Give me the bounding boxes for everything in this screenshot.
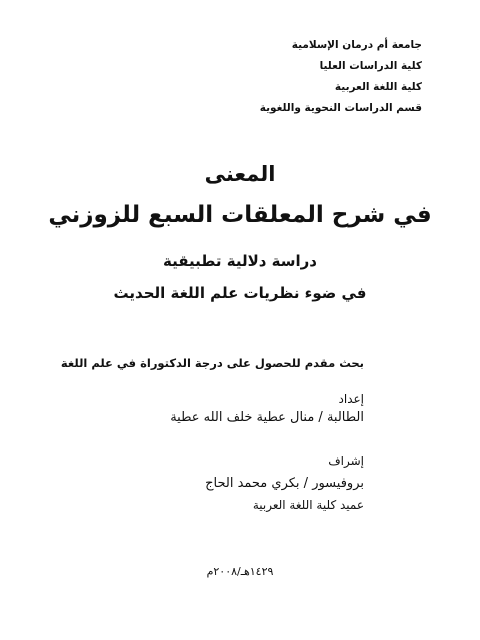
thesis-study-type: دراسة دلالية تطبيقية bbox=[163, 252, 317, 270]
thesis-context: في ضوء نظريات علم اللغة الحديث bbox=[113, 284, 367, 302]
institution-header bbox=[202, 40, 422, 124]
graduate-college-name: كلية الدراسات العليا bbox=[319, 60, 422, 72]
supervisor-role: عميد كلية اللغة العربية bbox=[252, 498, 364, 512]
prepared-by-label: إعداد bbox=[338, 392, 364, 406]
university-name: جامعة أم درمان الإسلامية bbox=[291, 39, 422, 51]
student-name: الطالبة / منال عطية خلف الله عطية bbox=[170, 410, 364, 425]
arabic-college-name: كلية اللغة العربية bbox=[334, 81, 422, 93]
thesis-title-main: المعنى bbox=[204, 162, 276, 186]
submission-purpose: بحث مقدم للحصول على درجة الدكتوراة في علم اللغة bbox=[60, 356, 364, 370]
department-name: قسم الدراسات النحوية واللغوية bbox=[259, 102, 422, 114]
submission-date: ١٤٢٩هـ/٢٠٠٨م bbox=[206, 565, 274, 578]
supervisor-name: بروفيسور / بكري محمد الحاج bbox=[205, 476, 364, 491]
supervision-label: إشراف bbox=[328, 454, 364, 468]
thesis-title-sub: في شرح المعلقات السبع للزوزني bbox=[48, 202, 432, 228]
